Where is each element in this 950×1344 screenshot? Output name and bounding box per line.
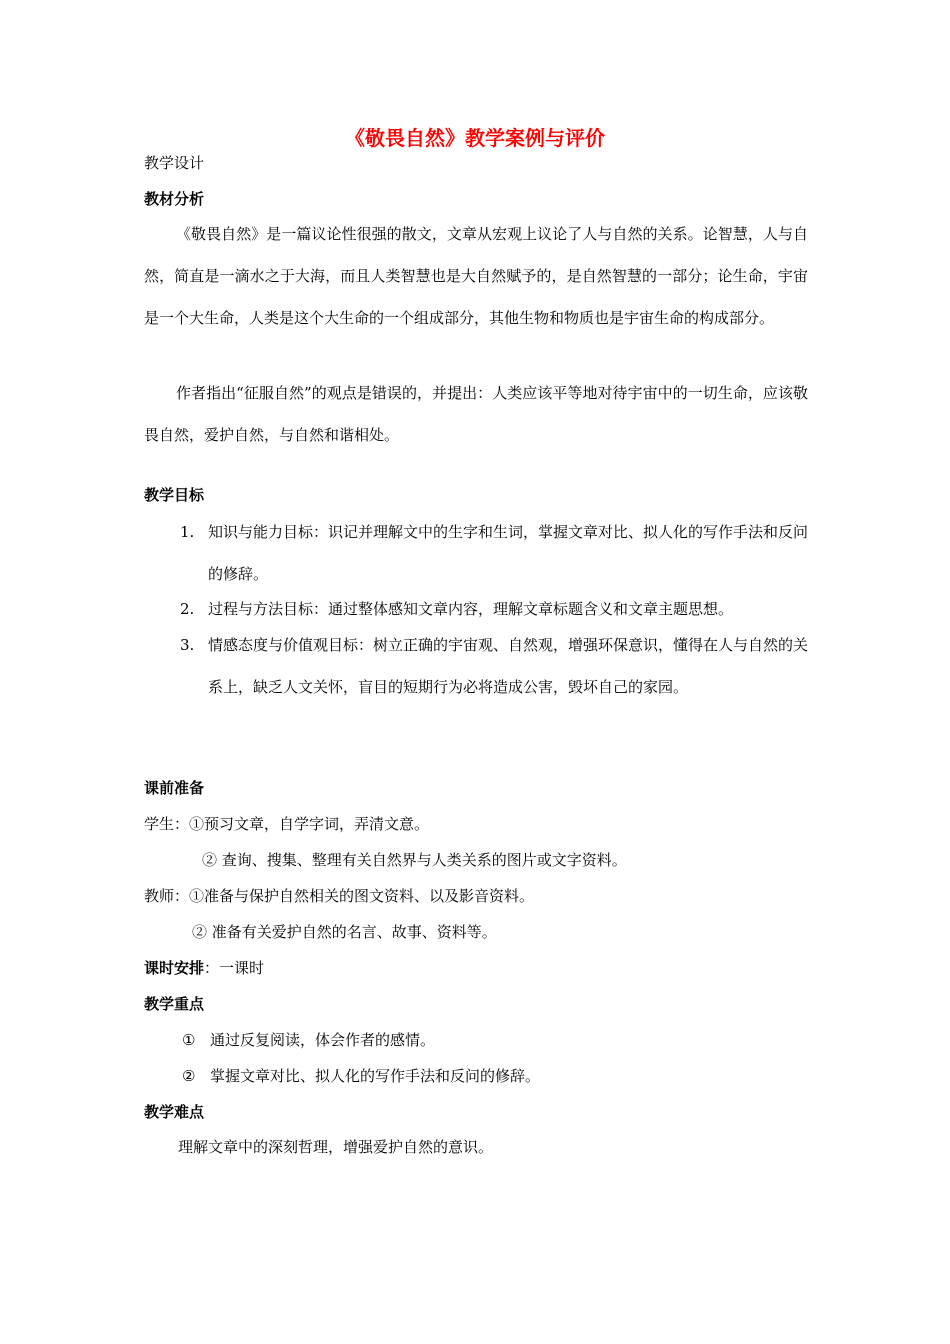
analysis-paragraph-1: 《敬畏自然》是一篇议论性很强的散文，文章从宏观上议论了人与自然的关系。论智慧，人与自然，简直是一滴水之于大海，而且人类智慧也是大自然赋予的，是自然智慧的一部分；论生命，宇宙是一个大生命，人类是这个大生命的一个组成部分，其他生物和物质也是宇宙生命的构成部分。 [144, 225, 808, 327]
schedule-line [144, 958, 264, 978]
goals-heading: 教学目标 [144, 486, 205, 504]
key-point-item-1 [182, 1030, 435, 1050]
goal-item-text: 情感态度与价值观目标：树立正确的宇宙观、自然观，增强环保意识，懂得在人与自然的关系上，缺乏人文关怀，盲目的短期行为必将造成公害，毁坏自己的家园。 [208, 636, 809, 696]
key-points-heading: 教学重点 [144, 995, 205, 1013]
key-point-number: ② [182, 1067, 196, 1085]
key-point-number: ① [182, 1031, 196, 1049]
goal-item-text: 知识与能力目标：识记并理解文中的生字和生词，掌握文章对比、拟人化的写作手法和反问的修辞。 [208, 523, 809, 583]
goal-item-1 [180, 511, 808, 595]
difficulty-text: 理解文章中的深刻哲理，增强爱护自然的意识。 [178, 1138, 494, 1156]
goal-item-number: 3. [180, 636, 195, 654]
document-title: 《敬畏自然》教学案例与评价 [345, 126, 605, 150]
key-point-text: 通过反复阅读，体会作者的感情。 [210, 1031, 436, 1049]
goal-item-3 [180, 624, 808, 708]
prep-student-line-1: 学生：①预习文章，自学字词，弄清文意。 [144, 815, 430, 833]
key-point-item-2 [182, 1066, 540, 1086]
section-design-label: 教学设计 [144, 154, 205, 172]
goal-item-text: 过程与方法目标：通过整体感知文章内容，理解文章标题含义和文章主题思想。 [208, 600, 734, 618]
prep-teacher-line-1: 教师：①准备与保护自然相关的图文资料、以及影音资料。 [144, 887, 535, 905]
goal-item-number: 1. [180, 523, 195, 541]
analysis-paragraph-2: 作者指出“征服自然”的观点是错误的，并提出：人类应该平等地对待宇宙中的一切生命，应该敬畏自然，爱护自然，与自然和谐相处。 [144, 384, 808, 444]
difficulty-heading: 教学难点 [144, 1103, 205, 1121]
key-point-text: 掌握文章对比、拟人化的写作手法和反问的修辞。 [210, 1067, 541, 1085]
goal-item-number: 2. [180, 600, 195, 618]
prep-teacher-line-2: ② 准备有关爱护自然的名言、故事、资料等。 [192, 923, 497, 941]
schedule-label: 课时安排 [144, 959, 205, 977]
schedule-value: ：一课时 [204, 959, 265, 977]
analysis-heading: 教材分析 [144, 190, 205, 208]
prep-student-line-2: ② 查询、搜集、整理有关自然界与人类关系的图片或文字资料。 [202, 851, 627, 869]
prep-heading: 课前准备 [144, 779, 205, 797]
